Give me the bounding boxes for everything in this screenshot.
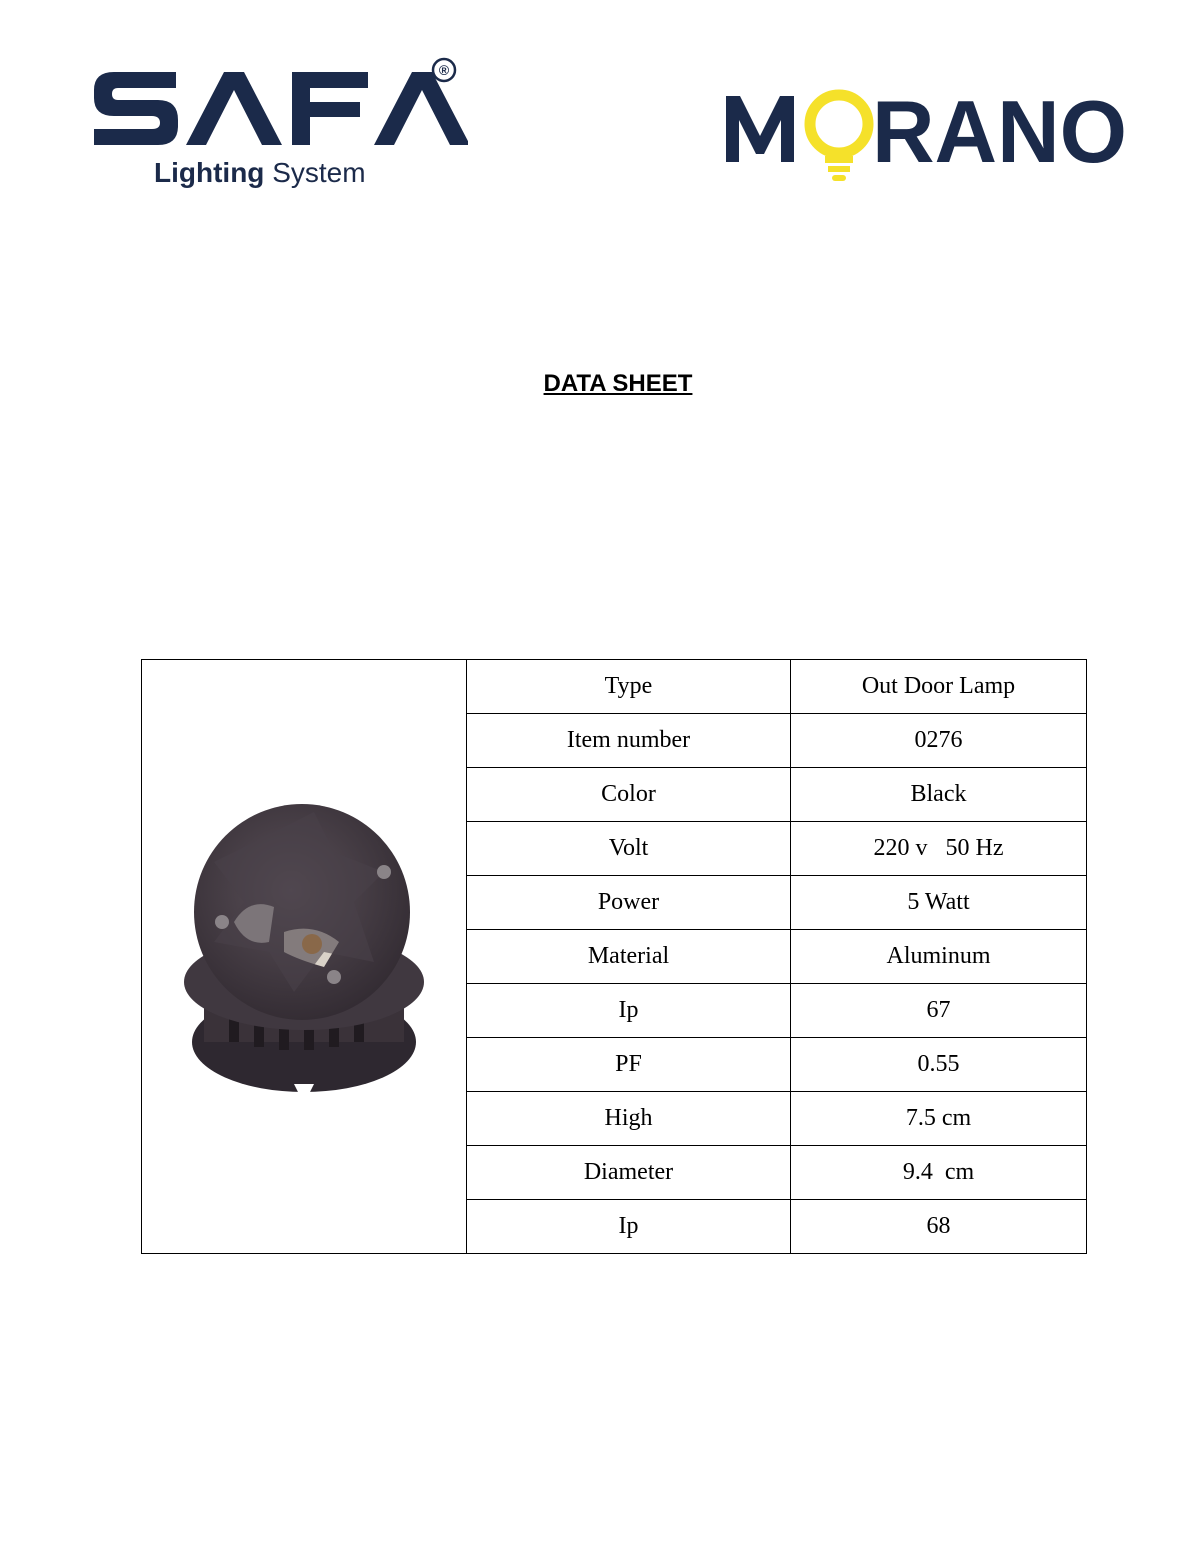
spec-label: Material: [467, 930, 791, 984]
page-title: DATA SHEET: [543, 370, 693, 397]
table-row: [142, 660, 1087, 714]
spec-label: Type: [467, 660, 791, 714]
spec-label: Ip: [467, 984, 791, 1038]
spec-label: Color: [467, 768, 791, 822]
morano-logo-icon: [722, 84, 1132, 194]
spec-value: 0.55: [791, 1038, 1087, 1092]
svg-text:Lighting System: Lighting System: [154, 157, 366, 188]
spec-label: Volt: [467, 822, 791, 876]
spec-value: 7.5 cm: [791, 1092, 1087, 1146]
spec-label: Power: [467, 876, 791, 930]
spec-value: 5 Watt: [791, 876, 1087, 930]
spec-value: 68: [791, 1200, 1087, 1254]
spec-table: [141, 659, 1087, 1254]
spec-value: Aluminum: [791, 930, 1087, 984]
spec-label: Ip: [467, 1200, 791, 1254]
spec-label: Diameter: [467, 1146, 791, 1200]
safa-logo-icon: [88, 52, 468, 202]
spec-label: Item number: [467, 714, 791, 768]
spec-label: PF: [467, 1038, 791, 1092]
spec-value: Black: [791, 768, 1087, 822]
spec-label: High: [467, 1092, 791, 1146]
spec-value: Out Door Lamp: [791, 660, 1087, 714]
spec-value: 220 v 50 Hz: [791, 822, 1087, 876]
product-image-cell: [142, 660, 467, 1254]
svg-text:®: ®: [438, 62, 450, 78]
outdoor-lamp-icon: [174, 792, 434, 1122]
spec-value: 9.4 cm: [791, 1146, 1087, 1200]
spec-value: 0276: [791, 714, 1087, 768]
spec-value: 67: [791, 984, 1087, 1038]
svg-text:RANO: RANO: [872, 84, 1127, 181]
